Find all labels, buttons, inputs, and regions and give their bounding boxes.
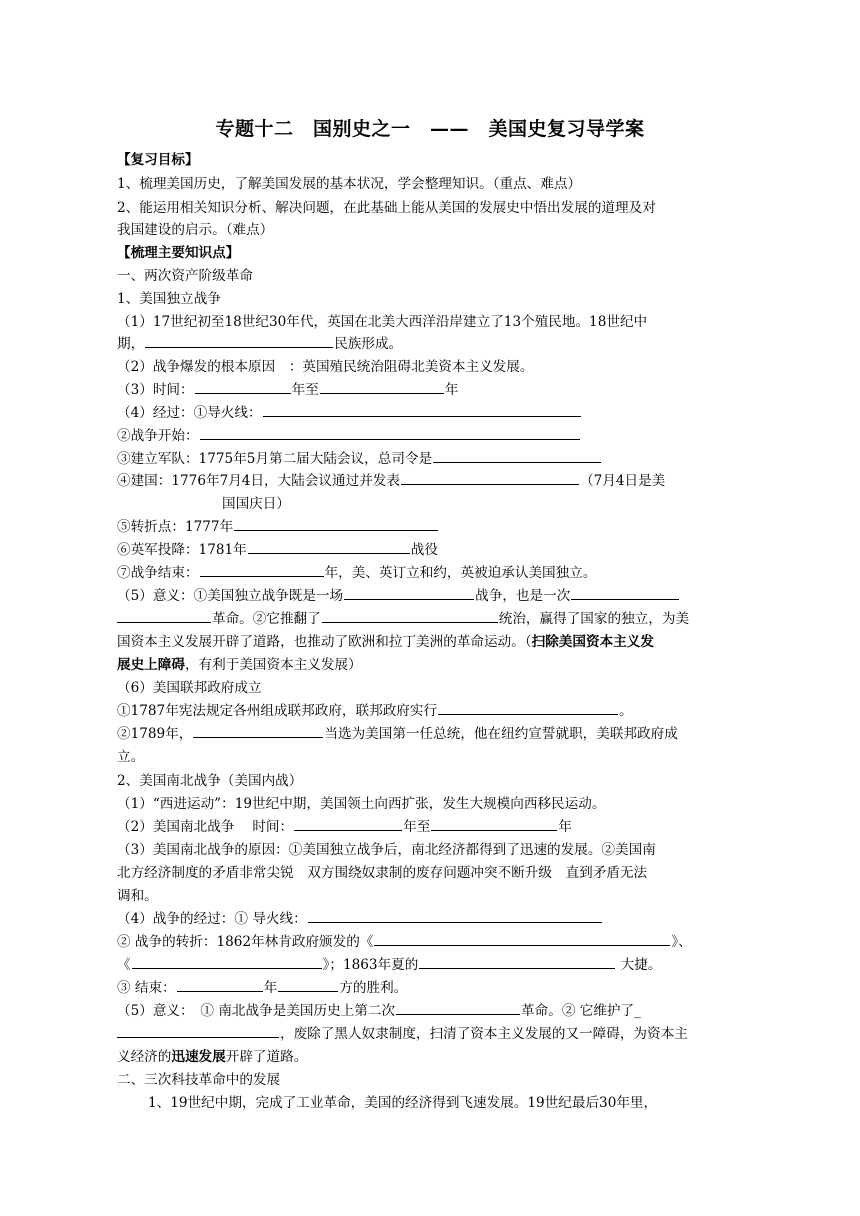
blank[interactable]: [308, 909, 602, 923]
line-cause-a: （3）美国南北战争的原因：①美国独立战争后，南北经济都得到了迅速的发展。②美国南: [117, 842, 656, 858]
blank[interactable]: [117, 1024, 279, 1038]
blank[interactable]: [193, 724, 323, 738]
text: 年: [558, 819, 572, 835]
line-industrial: 1、19世纪中期，完成了工业革命，美国的经济得到飞速发展。19世纪最后30年里，: [148, 1095, 658, 1111]
line-civil-significance-1: [117, 1001, 641, 1021]
text: 国资本主义发展开辟了道路，也推动了欧洲和拉丁美洲的革命运动。（: [117, 634, 532, 650]
text: 》、: [671, 934, 692, 950]
blank[interactable]: [571, 586, 679, 600]
text: （5）意义： ① 南北战争是美国历史上第二次: [117, 1003, 396, 1019]
blank[interactable]: [433, 449, 601, 463]
text: 战争，也是一次: [475, 588, 571, 604]
text: ③建立军队：1775年5月第二届大陆会议，总司令是: [117, 451, 433, 467]
line-constitution: [117, 701, 633, 721]
text: ⑦战争结束：: [117, 565, 199, 581]
emphasis: 迅速发展: [171, 1049, 226, 1065]
emphasis: 展史上障碍: [117, 657, 185, 673]
line-civil-turning-2: [117, 955, 661, 975]
line-cause-b: 北方经济制度的矛盾非常尖锐 双方围绕奴隶制的废存问题冲突不断升级 直到矛盾无法: [117, 865, 648, 881]
goal-2b: 我国建设的启示。（难点）: [117, 222, 274, 238]
blank[interactable]: [200, 426, 580, 440]
blank[interactable]: [200, 563, 324, 577]
line-time: [117, 380, 458, 400]
blank[interactable]: [344, 586, 474, 600]
line-cause-c: 调和。: [117, 888, 158, 904]
line-established: 立。: [117, 749, 145, 765]
text: 年至: [403, 819, 431, 835]
text: 年至: [291, 382, 319, 398]
line-westward: （1）“西进运动”：19世纪中期，美国领土向西扩张，发生大规模向西移民运动。: [117, 796, 606, 812]
part-1-heading: 一、两次资产阶级革命: [117, 268, 253, 284]
blank[interactable]: [145, 334, 333, 348]
line-significance-1: [117, 586, 680, 606]
line-war-end: [117, 563, 596, 583]
text: （4）战争的经过：① 导火线：: [117, 911, 307, 927]
page-title: 专题十二 国别史之一 —— 美国史复习导学案: [215, 118, 645, 140]
line-civil-fuse: [117, 909, 603, 929]
text: 。: [619, 703, 633, 719]
part-2-heading: 二、三次科技革命中的发展: [117, 1072, 281, 1088]
text: 民族形成。: [334, 336, 403, 352]
text: ②1789年，: [117, 726, 193, 742]
text: ③ 结束：: [117, 980, 176, 996]
blank[interactable]: [177, 978, 263, 992]
text: 方的胜利。: [339, 980, 408, 996]
text: 大捷。: [616, 957, 662, 973]
line-first-president: [117, 724, 678, 744]
goal-2a: 2、能运用相关知识分析、解决问题，在此基础上能从美国的发展史中悟出发展的道理及对: [117, 200, 656, 216]
text: 《: [117, 957, 131, 973]
blank[interactable]: [263, 403, 581, 417]
line-surrender: [117, 540, 438, 560]
blank[interactable]: [234, 517, 438, 531]
text: （4）经过：①导火线：: [117, 405, 262, 421]
line-civil-end: [117, 978, 407, 998]
text: 开辟了道路。: [225, 1049, 308, 1065]
blank[interactable]: [117, 609, 211, 623]
text: （5）意义：①美国独立战争既是一场: [117, 588, 344, 604]
line-significance-2: [117, 609, 689, 629]
blank[interactable]: [419, 955, 615, 969]
text: ④建国：1776年7月4日，大陆会议通过并发表: [117, 473, 400, 489]
text: 年: [444, 382, 459, 398]
line-civil-war-time: [117, 817, 572, 837]
blank[interactable]: [396, 1001, 520, 1015]
text: 统治，赢得了国家的独立，为美: [498, 611, 690, 627]
line-nation-formed: [117, 334, 402, 354]
blank[interactable]: [132, 955, 322, 969]
emphasis: 扫除美国资本主义发: [531, 634, 654, 650]
line-national-day: 国国庆日）: [222, 496, 290, 512]
blank[interactable]: [438, 701, 618, 715]
line-turning-point: [117, 517, 439, 537]
text: （3）时间：: [117, 382, 194, 398]
blank[interactable]: [195, 380, 291, 394]
war-1-heading: 1、美国独立战争: [117, 291, 221, 307]
text: 年: [263, 980, 278, 996]
review-goal-heading: 【复习目标】: [117, 152, 199, 168]
blank[interactable]: [322, 609, 498, 623]
line-civil-significance-3: [117, 1047, 307, 1067]
blank[interactable]: [278, 978, 338, 992]
blank[interactable]: [401, 471, 579, 485]
text: ，有利于美国资本主义发展）: [184, 657, 362, 673]
text: 革命。②它推翻了: [212, 611, 321, 627]
blank[interactable]: [320, 380, 444, 394]
line-root-cause: （2）战争爆发的根本原因 ：英国殖民统治阻碍北美资本主义发展。: [117, 359, 534, 375]
text: （7月4日是美: [580, 473, 666, 489]
blank[interactable]: [294, 817, 402, 831]
text: 战役: [410, 542, 438, 558]
text: 》；1863年夏的: [322, 957, 419, 973]
line-war-start: [117, 426, 581, 446]
line-colonies: （1）17世纪初至18世纪30年代，英国在北美大西洋沿岸建立了13个殖民地。18世纪中: [117, 314, 648, 330]
line-civil-turning: [117, 932, 692, 952]
line-fuse: [117, 403, 582, 423]
line-army: [117, 449, 602, 469]
text: ② 战争的转折：1862年林肯政府颁发的《: [117, 934, 374, 950]
line-civil-significance-2: [117, 1024, 688, 1044]
text: ⑤转折点：1777年: [117, 519, 234, 535]
line-significance-4: [117, 655, 362, 675]
blank[interactable]: [431, 817, 557, 831]
knowledge-heading: 【梳理主要知识点】: [117, 245, 240, 261]
text: 革命。② 它维护了_: [521, 1003, 641, 1019]
text: ⑥英军投降：1781年: [117, 542, 247, 558]
war-2-heading: 2、美国南北战争（美国内战）: [117, 773, 303, 789]
text: ①1787年宪法规定各州组成联邦政府，联邦政府实行: [117, 703, 438, 719]
text: 当选为美国第一任总统，他在纽约宣誓就职，美联邦政府成: [324, 726, 678, 742]
text: 期，: [117, 336, 145, 352]
text: 义经济的: [117, 1049, 172, 1065]
line-significance-3: [117, 632, 654, 652]
text: （2）美国南北战争 时间：: [117, 819, 294, 835]
line-federal-gov: （6）美国联邦政府成立: [117, 680, 262, 696]
line-founding: [117, 471, 665, 491]
blank[interactable]: [374, 932, 670, 946]
text: ，废除了黑人奴隶制度，扫清了资本主义发展的又一障碍，为资本主: [280, 1026, 688, 1042]
blank[interactable]: [248, 540, 410, 554]
text: ②战争开始：: [117, 428, 199, 444]
goal-1: 1、梳理美国历史，了解美国发展的基本状况，学会整理知识。（重点、难点）: [117, 176, 582, 192]
text: 年，美、英订立和约，英被迫承认美国独立。: [324, 565, 597, 581]
